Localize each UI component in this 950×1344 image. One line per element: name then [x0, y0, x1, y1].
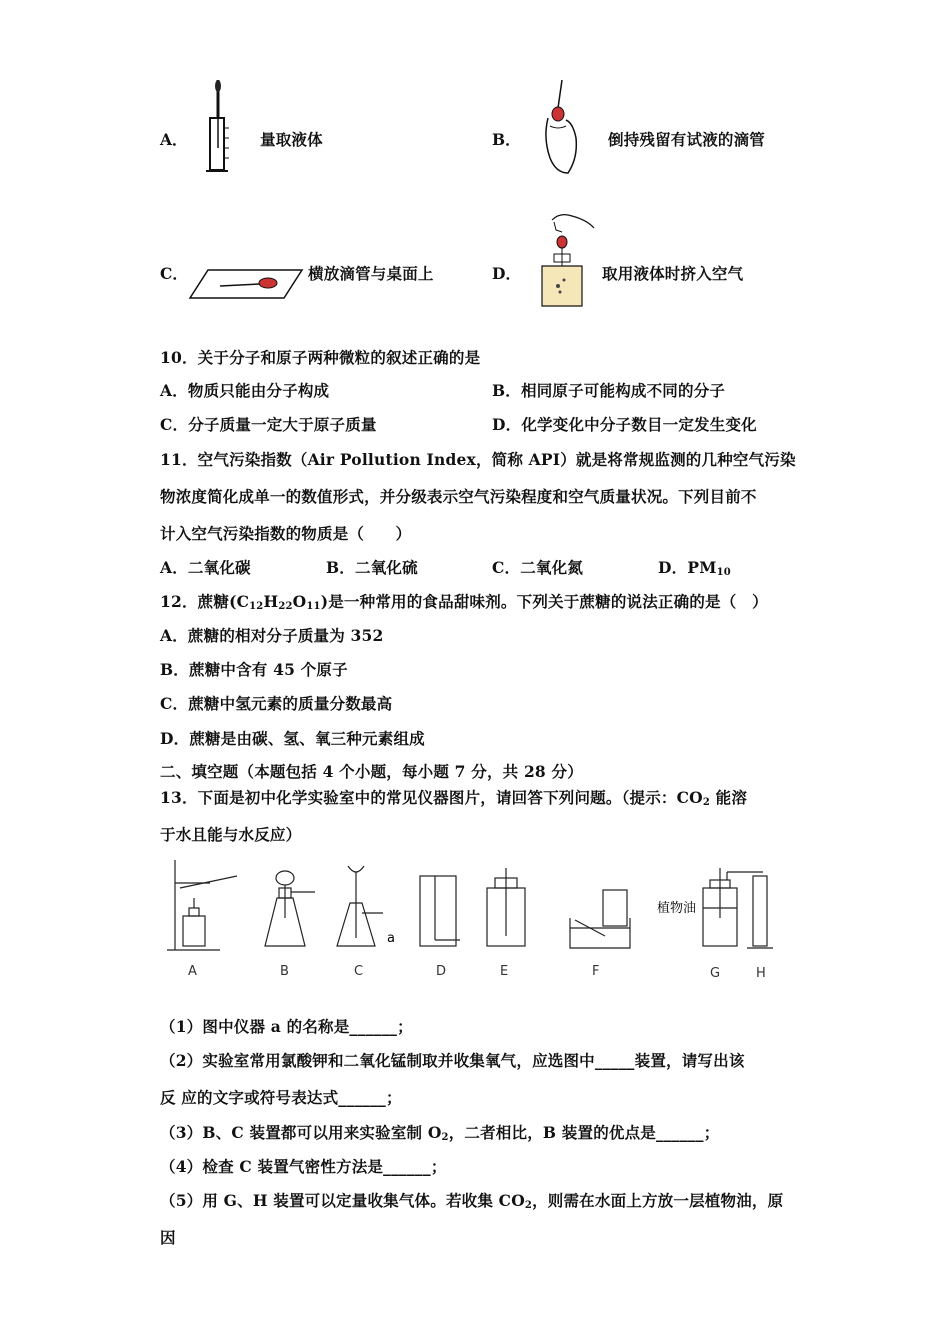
graduated-cylinder-dropper-image	[200, 78, 240, 178]
option-b-letter: B．	[492, 130, 521, 149]
oil-label: 植物油	[657, 901, 697, 916]
apparatus-label-a: A	[188, 964, 197, 979]
q13-sub1: （1）图中仪器 a 的名称是______；	[160, 1017, 413, 1036]
q12-option-b: B．蔗糖中含有 45 个原子	[160, 660, 348, 679]
q10-option-b: B．相同原子可能构成不同的分子	[492, 381, 726, 400]
q12-stem: 12．蔗糖$(C_{12}H_{22}O_{11})$是一种常用的食品甜味剂。下列关于蔗糖的说法正确的是（ ）	[160, 592, 768, 612]
apparatus-label-d: D	[436, 964, 447, 979]
q11-option-a: A．二氧化碳	[160, 558, 251, 577]
q13-sub2-line1: （2）实验室常用氯酸钾和二氧化锰制取并收集氧气，应选图中_____装置，请写出该	[160, 1051, 745, 1070]
apparatus-label-e: E	[500, 964, 509, 979]
hand-inverted-dropper-image	[538, 78, 588, 178]
q11-option-b: B．二氧化硫	[326, 558, 418, 577]
q10-option-c: C．分子质量一定大于原子质量	[160, 415, 377, 434]
q10-option-a: A．物质只能由分子构成	[160, 381, 330, 400]
q13-sub3: （3）B、C 装置都可以用来实验室制 $O_2$，二者相比，B 装置的优点是______；	[160, 1123, 720, 1143]
q13-sub5-line2: 因	[160, 1228, 176, 1247]
q13-line1: 13．下面是初中化学实验室中的常见仪器图片，请回答下列问题。（提示：$CO_2$ 能溶	[160, 788, 748, 808]
dropper-on-table-image	[190, 268, 305, 303]
option-d-letter: D．	[492, 264, 521, 283]
q13-sub4: （4）检查 C 装置气密性方法是______；	[160, 1157, 447, 1176]
q12-option-a: A．蔗糖的相对分子质量为 352	[160, 626, 384, 645]
q11-option-d: D．$PM_{10}$	[658, 558, 731, 578]
section-heading: 二、填空题（本题包括 4 个小题，每小题 7 分，共 28 分）	[160, 762, 583, 781]
q13-line2: 于水且能与水反应）	[160, 825, 302, 844]
apparatus-label-g: G	[710, 966, 721, 981]
q12-option-c: C．蔗糖中氢元素的质量分数最高	[160, 694, 393, 713]
option-a-text: 量取液体	[260, 130, 323, 149]
q13-sub2-line2: 反 应的文字或符号表达式______；	[160, 1088, 402, 1107]
apparatus-label-c: C	[354, 964, 364, 979]
option-c-letter: C．	[160, 264, 188, 283]
q11-line3: 计入空气污染指数的物质是（ ）	[160, 524, 412, 543]
option-d-text: 取用液体时挤入空气	[602, 264, 744, 283]
option-c-text: 横放滴管与桌面上	[308, 264, 434, 283]
apparatus-label-h: H	[756, 966, 766, 981]
apparatus-label-b: B	[280, 964, 289, 979]
q10-option-d: D．化学变化中分子数目一定发生变化	[492, 415, 757, 434]
apparatus-label-f: F	[592, 964, 600, 979]
q10-stem: 10．关于分子和原子两种微粒的叙述正确的是	[160, 348, 481, 367]
q12-option-d: D．蔗糖是由碳、氢、氧三种元素组成	[160, 729, 425, 748]
option-a-letter: A．	[160, 130, 188, 149]
lab-apparatus-figure	[165, 858, 785, 958]
q11-line1: 11．空气污染指数（Air Pollution Index，简称 API）就是将常规监测的几种空气污染	[160, 450, 796, 469]
q11-line2: 物浓度简化成单一的数值形式，并分级表示空气污染程度和空气质量状况。下列目前不	[160, 487, 757, 506]
option-b-text: 倒持残留有试液的滴管	[608, 130, 766, 149]
reagent-bottle-squeeze-image	[532, 210, 602, 310]
q11-option-c: C．二氧化氮	[492, 558, 584, 577]
q13-sub5-line1: （5）用 G、H 装置可以定量收集气体。若收集 $CO_2$，则需在水面上方放一层植物油，原	[160, 1191, 784, 1211]
label-a: a	[387, 931, 395, 946]
